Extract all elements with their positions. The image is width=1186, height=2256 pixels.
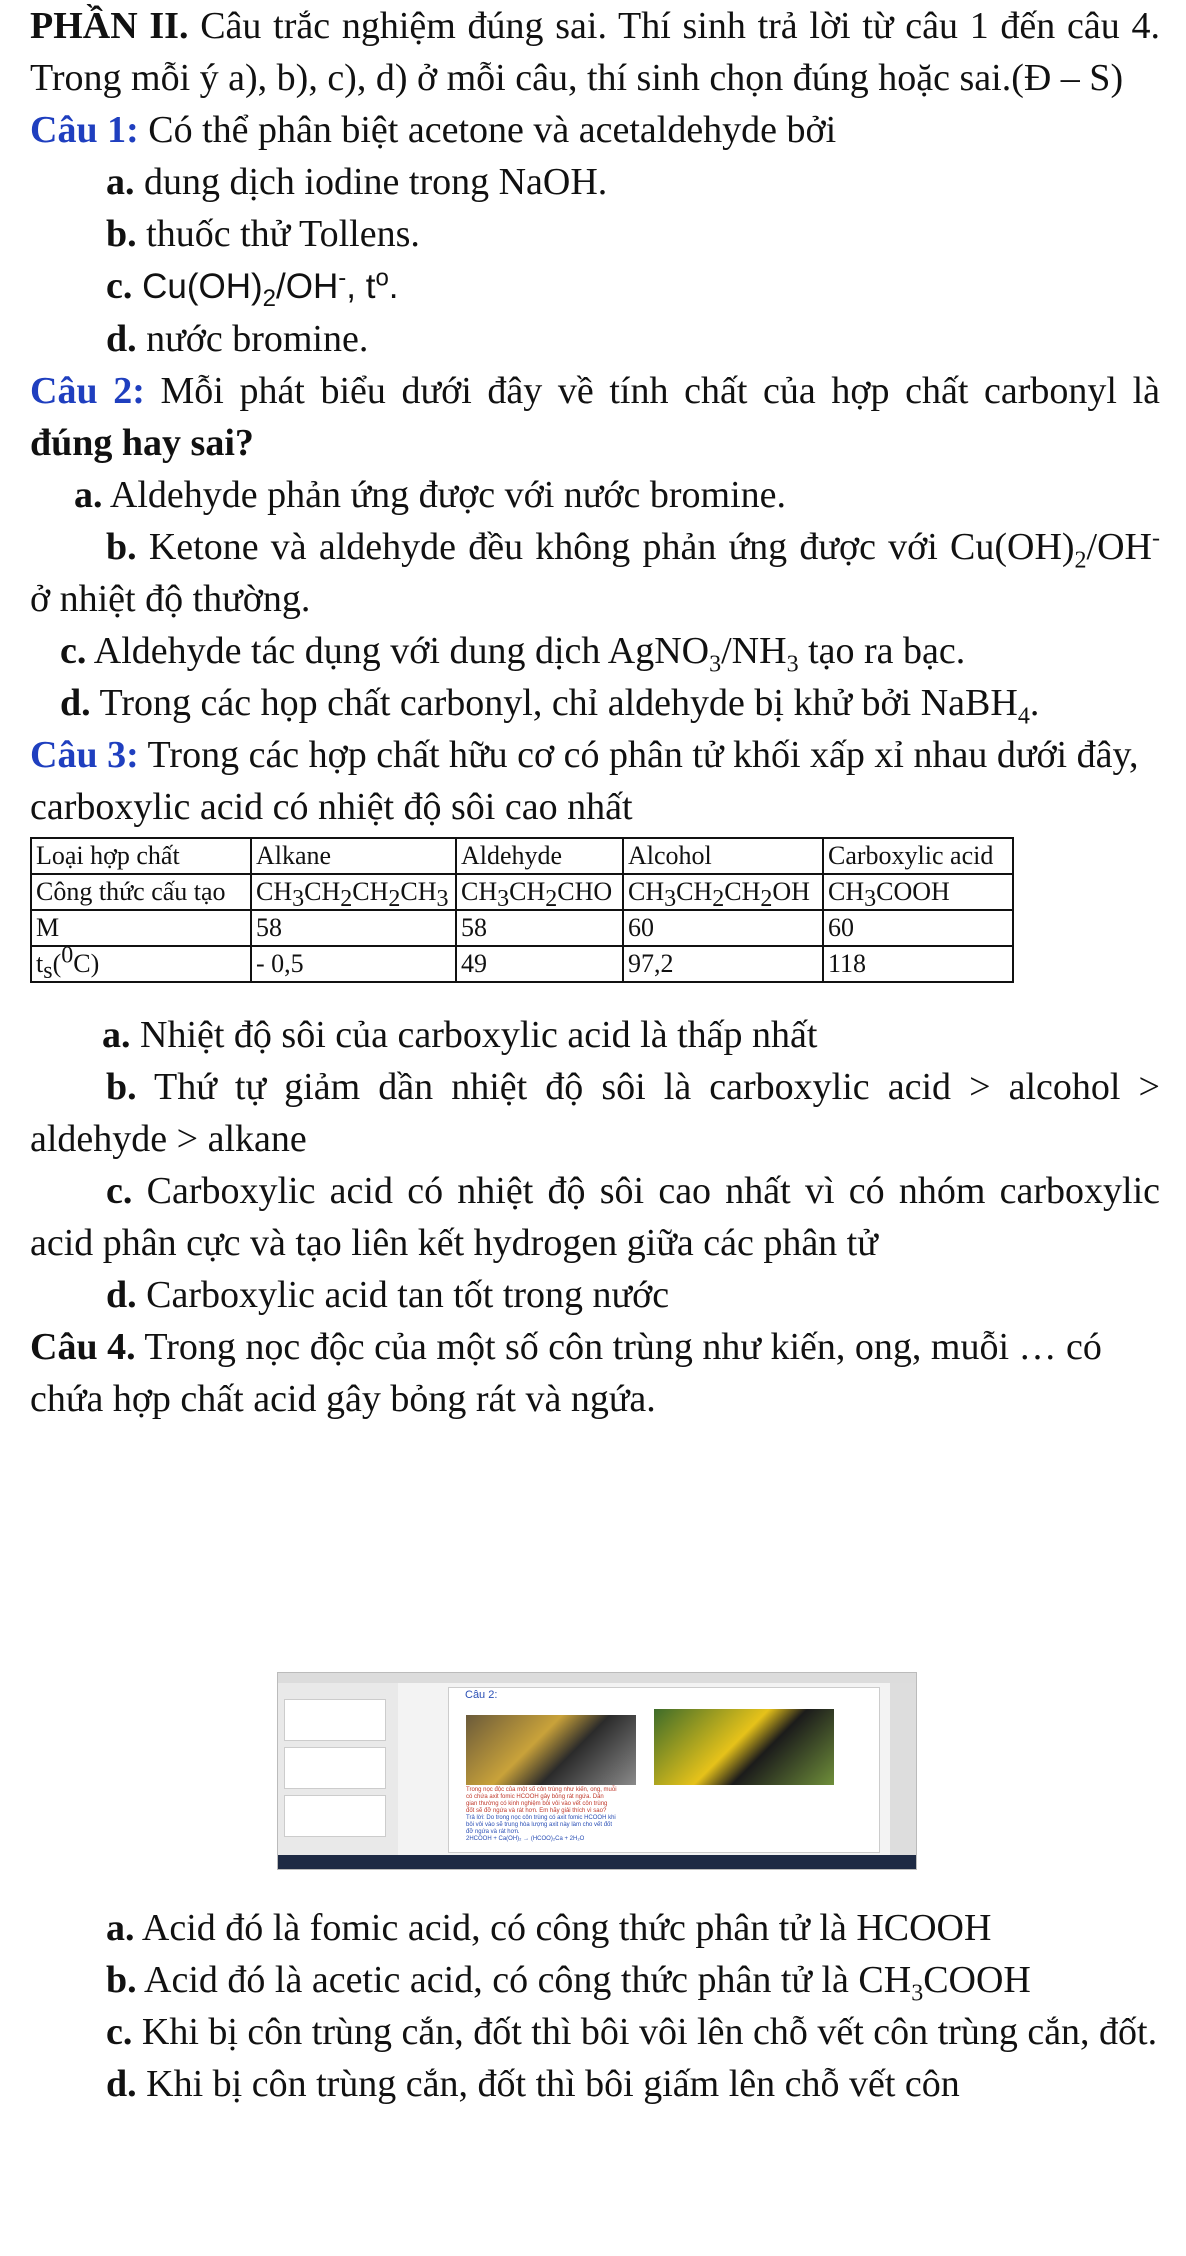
table-cell: $t_s(^0C)$ <box>31 946 251 982</box>
q2-stem: Câu 2: Mỗi phát biểu dưới đây về tính chất của hợp chất carbonyl là đúng hay sai? <box>30 370 1160 464</box>
table-cell: Loại hợp chất <box>31 838 251 874</box>
taskbar <box>278 1855 916 1869</box>
wasp-photo-1 <box>466 1715 636 1785</box>
q1-stem: Câu 1: Có thể phân biệt acetone và acetaldehyde bởi <box>30 109 837 151</box>
q3-option-d: d. Carboxylic acid tan tốt trong nước <box>106 1274 670 1316</box>
table-cell: - 0,5 <box>251 946 456 982</box>
q4-option-b: b. Acid đó là acetic acid, có công thức phân tử là $CH_3COOH$ <box>106 1959 1031 2007</box>
table-cell: Công thức cấu tạo <box>31 874 251 910</box>
table-row <box>31 910 1013 946</box>
table-cell: 49 <box>456 946 623 982</box>
table-cell: Alcohol <box>623 838 823 874</box>
q1-option-b: b. thuốc thử Tollens. <box>106 213 420 255</box>
table-cell: M <box>31 910 251 946</box>
table-row <box>31 946 1013 982</box>
document-page-continued <box>30 1902 1160 2110</box>
slide-title: Câu 2: <box>465 1689 498 1701</box>
table-cell: 97,2 <box>623 946 823 982</box>
formula-alcohol: $CH_3CH_2CH_2OH$ <box>623 874 823 910</box>
q4-label: Câu 4. <box>30 1326 136 1368</box>
formula-acid: $CH_3COOH$ <box>823 874 1013 910</box>
q2-option-d: d. Trong các họp chất carbonyl, chỉ aldehyde bị khử bởi NaBH$_4$. <box>60 682 1040 730</box>
q3-option-b: b. Thứ tự giảm dần nhiệt độ sôi là carboxylic acid > alcohol > aldehyde > alkane <box>30 1066 1160 1160</box>
q3-option-c: c. Carboxylic acid có nhiệt độ sôi cao nhất vì có nhóm carboxylic acid phân cực và tạo liên kết hydrogen giữa các phân tử <box>30 1170 1160 1264</box>
q1-option-c: c. $Cu(OH)_2/OH^-$, $t^o$. <box>106 264 399 312</box>
slide-text: Trong nọc độc của một số côn trùng như kiến, ong, muỗi có chứa axit fomic HCOOH gây bỏng rát ngứa. Dân gian thường có kinh nghiệm bôi vôi vào vết côn trùng đốt sẽ đỡ ngứa và rát hơn. Em hãy giải thích vì sao? Trả lời: Do trong nọc côn trùng có axit fomic HCOOH khi bôi vôi vào sẽ trung hòa lượng axit này làm cho vết đốt đỡ ngứa và rát hơn. 2HCOOH + Ca(OH)₂ → (HCOO)₂Ca + 2H₂O <box>466 1787 617 1842</box>
table-cell: Carboxylic acid <box>823 838 1013 874</box>
q2-label: Câu 2: <box>30 370 145 412</box>
q2-option-c: c. Aldehyde tác dụng với dung dịch $AgNO_3/NH_3$ tạo ra bạc. <box>60 630 966 678</box>
table-cell: Alkane <box>251 838 456 874</box>
q3-option-a: a. Nhiệt độ sôi của carboxylic acid là thấp nhất <box>102 1014 818 1056</box>
table-cell: 58 <box>251 910 456 946</box>
boiling-point-table <box>30 837 1014 983</box>
toolbar <box>278 1673 916 1683</box>
q4-option-d: d. Khi bị côn trùng cắn, đốt thì bôi giấm lên chỗ vết côn <box>106 2063 960 2105</box>
table-cell: 60 <box>623 910 823 946</box>
table-row <box>31 874 1013 910</box>
q1-option-d: d. nước bromine. <box>106 318 369 360</box>
part-intro <box>30 0 1160 104</box>
embedded-slide-screenshot <box>277 1672 917 1870</box>
q1-option-a: a. dung dịch iodine trong NaOH. <box>106 161 608 203</box>
q2-option-b: b. Ketone và aldehyde đều không phản ứng được với $Cu(OH)_2/OH^-$ ở nhiệt độ thường. <box>30 525 1160 620</box>
part-heading: PHẦN II. <box>30 5 189 47</box>
part-text: Câu trắc nghiệm đúng sai. Thí sinh trả lời từ câu 1 đến câu 4. Trong mỗi ý a), b), c), d) ở mỗi câu, thí sinh chọn đúng hoặc sai.(Đ – S) <box>30 5 1160 99</box>
slide-thumbnails <box>278 1683 398 1855</box>
q4-option-c: c. Khi bị côn trùng cắn, đốt thì bôi vôi lên chỗ vết côn trùng cắn, đốt. <box>106 2011 1158 2053</box>
tool-palette <box>890 1683 916 1855</box>
document-page <box>30 0 1160 1425</box>
wasp-photo-2 <box>654 1709 834 1785</box>
table-row <box>31 838 1013 874</box>
table-cell: 118 <box>823 946 1013 982</box>
table-cell: 58 <box>456 910 623 946</box>
q3-label: Câu 3: <box>30 734 139 776</box>
table-cell: 60 <box>823 910 1013 946</box>
table-cell: Aldehyde <box>456 838 623 874</box>
q3-stem: Câu 3: Trong các hợp chất hữu cơ có phân tử khối xấp xỉ nhau dưới đây, carboxylic acid có nhiệt độ sôi cao nhất <box>30 734 1139 828</box>
q2-option-a: a. Aldehyde phản ứng được với nước bromine. <box>74 474 786 516</box>
q4-option-a: a. Acid đó là fomic acid, có công thức phân tử là HCOOH <box>106 1907 992 1949</box>
formula-aldehyde: $CH_3CH_2CHO$ <box>456 874 623 910</box>
q1-label: Câu 1: <box>30 109 139 151</box>
q4-stem: Câu 4. Trong nọc độc của một số côn trùng như kiến, ong, muỗi … có chứa hợp chất acid gây bỏng rát và ngứa. <box>30 1326 1102 1420</box>
formula-alkane: $CH_3CH_2CH_2CH_3$ <box>251 874 456 910</box>
